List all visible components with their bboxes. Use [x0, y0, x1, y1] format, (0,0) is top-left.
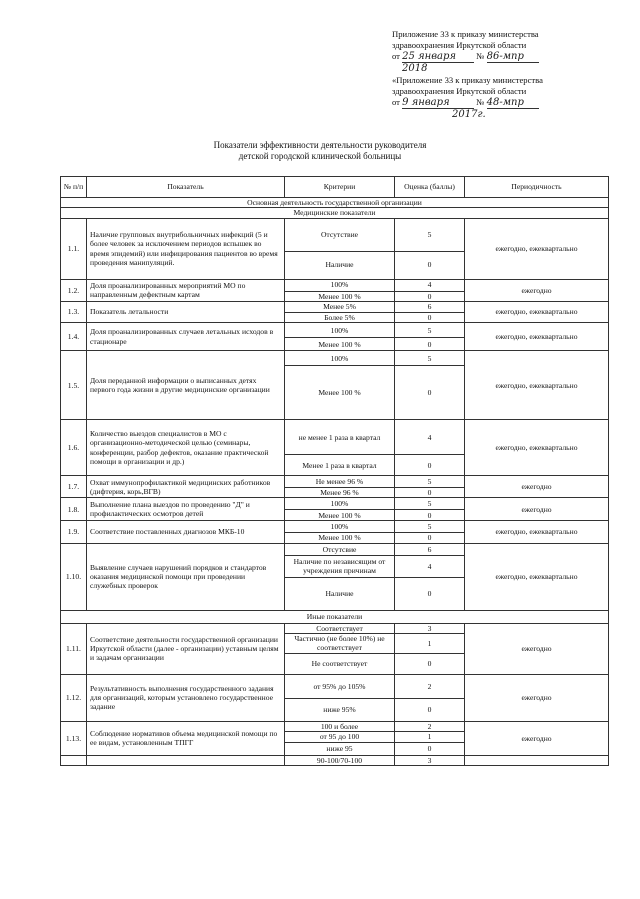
criterion: Наличие: [285, 577, 395, 610]
order-date-line: от 9 января № 48-мпр: [392, 97, 543, 109]
criterion: Менее 100 %: [285, 510, 395, 521]
score: 5: [395, 476, 465, 488]
row-number: 1.8.: [61, 498, 87, 521]
indicator-name: Соответствие деятельности государственной организации Иркутской области (далее - организации) уставным целям и задачам организации: [87, 623, 285, 674]
handwritten-date: 25 января: [402, 51, 474, 63]
column-header: Показатель: [87, 177, 285, 198]
handwritten-date: 9 января: [402, 97, 474, 109]
periodicity: ежегодно, ежеквартально: [465, 323, 609, 351]
order-line: здравоохранения Иркутской области: [392, 40, 527, 50]
column-header: № п/п: [61, 177, 87, 198]
indicator-name: Выявление случаев нарушений порядков и стандартов оказания медицинской помощи при проведении служебных проверок: [87, 543, 285, 610]
score: 2: [395, 721, 465, 731]
criterion: Частично (не более 10%) не соответствует: [285, 634, 395, 654]
table-row: [61, 218, 609, 251]
table-row: [61, 543, 609, 555]
score: 0: [395, 533, 465, 543]
periodicity: ежегодно: [465, 674, 609, 721]
row-number: 1.6.: [61, 420, 87, 476]
table-row: [61, 521, 609, 533]
criterion: Менее 100 %: [285, 366, 395, 420]
criterion: Более 5%: [285, 312, 395, 322]
row-number: 1.9.: [61, 521, 87, 543]
indicator-name: Доля переданной информации о выписанных детях первого года жизни в другие медицинские организации: [87, 351, 285, 420]
handwritten-year: 2018: [402, 63, 428, 74]
row-number: 1.12.: [61, 674, 87, 721]
order-reference-current: [392, 29, 539, 74]
indicator-name: Доля проанализированных случаев летальных исходов в стационаре: [87, 323, 285, 351]
score: 4: [395, 555, 465, 577]
periodicity: ежегодно: [465, 498, 609, 521]
table-row: [61, 674, 609, 698]
row-number: [61, 755, 87, 765]
criterion: от 95 до 100: [285, 731, 395, 742]
score: 0: [395, 510, 465, 521]
table-row: [61, 476, 609, 488]
score: 0: [395, 698, 465, 721]
periodicity: ежегодно: [465, 476, 609, 498]
score: 0: [395, 488, 465, 498]
table-header-row: [61, 177, 609, 198]
periodicity: ежегодно, ежеквартально: [465, 420, 609, 476]
indicator-name: Показатель летальности: [87, 301, 285, 322]
handwritten-number: 86-мпр: [487, 51, 539, 63]
indicators-table: [60, 176, 609, 766]
row-number: 1.4.: [61, 323, 87, 351]
section-title: Основная деятельность государственной организации: [61, 198, 609, 208]
criterion: Менее 96 %: [285, 488, 395, 498]
criterion: Наличие по независящим от учреждения причинам: [285, 555, 395, 577]
score: 3: [395, 755, 465, 765]
table-row: [61, 755, 609, 765]
score: 6: [395, 543, 465, 555]
score: 0: [395, 366, 465, 420]
subsection-row: [61, 208, 609, 218]
document-title: Показатели эффективности деятельности руководителя детской городской клинической больницы: [213, 140, 427, 161]
order-reference-previous: [392, 75, 543, 120]
score: 5: [395, 323, 465, 338]
indicator-name: [87, 755, 285, 765]
section-row: [61, 198, 609, 208]
periodicity: ежегодно, ежеквартально: [465, 301, 609, 322]
row-number: 1.1.: [61, 218, 87, 279]
score: 0: [395, 653, 465, 674]
row-number: 1.5.: [61, 351, 87, 420]
periodicity: [465, 755, 609, 765]
periodicity: ежегодно, ежеквартально: [465, 543, 609, 610]
criterion: 100%: [285, 498, 395, 510]
criterion: Не соответствует: [285, 653, 395, 674]
criterion: Не менее 96 %: [285, 476, 395, 488]
criterion: 90-100/70-100: [285, 755, 395, 765]
criterion: Менее 100 %: [285, 338, 395, 351]
order-date-line: от 25 января № 86-мпр: [392, 51, 539, 63]
criterion: Менее 5%: [285, 301, 395, 312]
criterion: от 95% до 105%: [285, 674, 395, 698]
row-number: 1.10.: [61, 543, 87, 610]
indicator-name: Выполнение плана выездов по проведению "Д" и профилактических осмотров детей: [87, 498, 285, 521]
score: 6: [395, 301, 465, 312]
subsection-title: Иные показатели: [61, 610, 609, 623]
indicator-name: Наличие групповых внутрибольничных инфекций (5 и более человек за исключением периодов вспышек во время эпидемий) или инфицирования пациентов во время проведения манипуляций.: [87, 218, 285, 279]
handwritten-year: 2017г.: [452, 109, 486, 120]
periodicity: ежегодно: [465, 623, 609, 674]
score: 0: [395, 742, 465, 755]
score: 3: [395, 623, 465, 633]
row-number: 1.13.: [61, 721, 87, 755]
periodicity: ежегодно, ежеквартально: [465, 351, 609, 420]
criterion: не менее 1 раза в квартал: [285, 420, 395, 455]
score: 4: [395, 420, 465, 455]
indicator-name: Соблюдение нормативов объема медицинской помощи по ее видам, установленным ТПГГ: [87, 721, 285, 755]
score: 0: [395, 338, 465, 351]
order-line: «Приложение 33 к приказу министерства: [392, 75, 543, 85]
score: 0: [395, 291, 465, 301]
column-header: Оценка (баллы): [395, 177, 465, 198]
row-number: 1.7.: [61, 476, 87, 498]
criterion: Соответствует: [285, 623, 395, 633]
table-row: [61, 498, 609, 510]
score: 2: [395, 674, 465, 698]
handwritten-number: 48-мпр: [487, 97, 539, 109]
score: 5: [395, 521, 465, 533]
score: 0: [395, 312, 465, 322]
table-row: [61, 721, 609, 731]
table-row: [61, 420, 609, 455]
subsection-title: Медицинские показатели: [61, 208, 609, 218]
periodicity: ежегодно, ежеквартально: [465, 521, 609, 543]
periodicity: ежегодно: [465, 279, 609, 301]
indicator-name: Соответствие поставленных диагнозов МКБ-10: [87, 521, 285, 543]
table-row: [61, 323, 609, 338]
table-row: [61, 623, 609, 633]
criterion: 100%: [285, 323, 395, 338]
criterion: 100%: [285, 279, 395, 291]
order-line: здравоохранения Иркутской области: [392, 86, 527, 96]
criterion: 100%: [285, 351, 395, 366]
criterion: Наличие: [285, 251, 395, 279]
criterion: 100 и более: [285, 721, 395, 731]
row-number: 1.11.: [61, 623, 87, 674]
criterion: Менее 100 %: [285, 291, 395, 301]
column-header: Критерии: [285, 177, 395, 198]
score: 0: [395, 251, 465, 279]
indicator-name: Охват иммунопрофилактикой медицинских работников (дифтерия, корь,ВГВ): [87, 476, 285, 498]
score: 4: [395, 279, 465, 291]
column-header: Периодичность: [465, 177, 609, 198]
score: 5: [395, 498, 465, 510]
score: 0: [395, 455, 465, 476]
criterion: Менее 100 %: [285, 533, 395, 543]
subsection-row: [61, 610, 609, 623]
criterion: ниже 95%: [285, 698, 395, 721]
criterion: 100%: [285, 521, 395, 533]
periodicity: ежегодно, ежеквартально: [465, 218, 609, 279]
periodicity: ежегодно: [465, 721, 609, 755]
row-number: 1.3.: [61, 301, 87, 322]
criterion: Менее 1 раза в квартал: [285, 455, 395, 476]
score: 1: [395, 634, 465, 654]
row-number: 1.2.: [61, 279, 87, 301]
criterion: Отсутсвие: [285, 543, 395, 555]
indicator-name: Количество выездов специалистов в МО с организационно-методической целью (семинары, конференции, разбор дефектов, оказание практической помощи в организации и др.): [87, 420, 285, 476]
score: 5: [395, 218, 465, 251]
table-row: [61, 279, 609, 291]
criterion: ниже 95: [285, 742, 395, 755]
table-row: [61, 301, 609, 312]
criterion: Отсутствие: [285, 218, 395, 251]
score: 0: [395, 577, 465, 610]
order-line: Приложение 33 к приказу министерства: [392, 29, 539, 39]
indicator-name: Доля проанализированных мероприятий МО по направленным дефектным картам: [87, 279, 285, 301]
score: 1: [395, 731, 465, 742]
table-row: [61, 351, 609, 366]
indicator-name: Результативность выполнения государственного задания для организаций, которым установлено государственное задание: [87, 674, 285, 721]
score: 5: [395, 351, 465, 366]
